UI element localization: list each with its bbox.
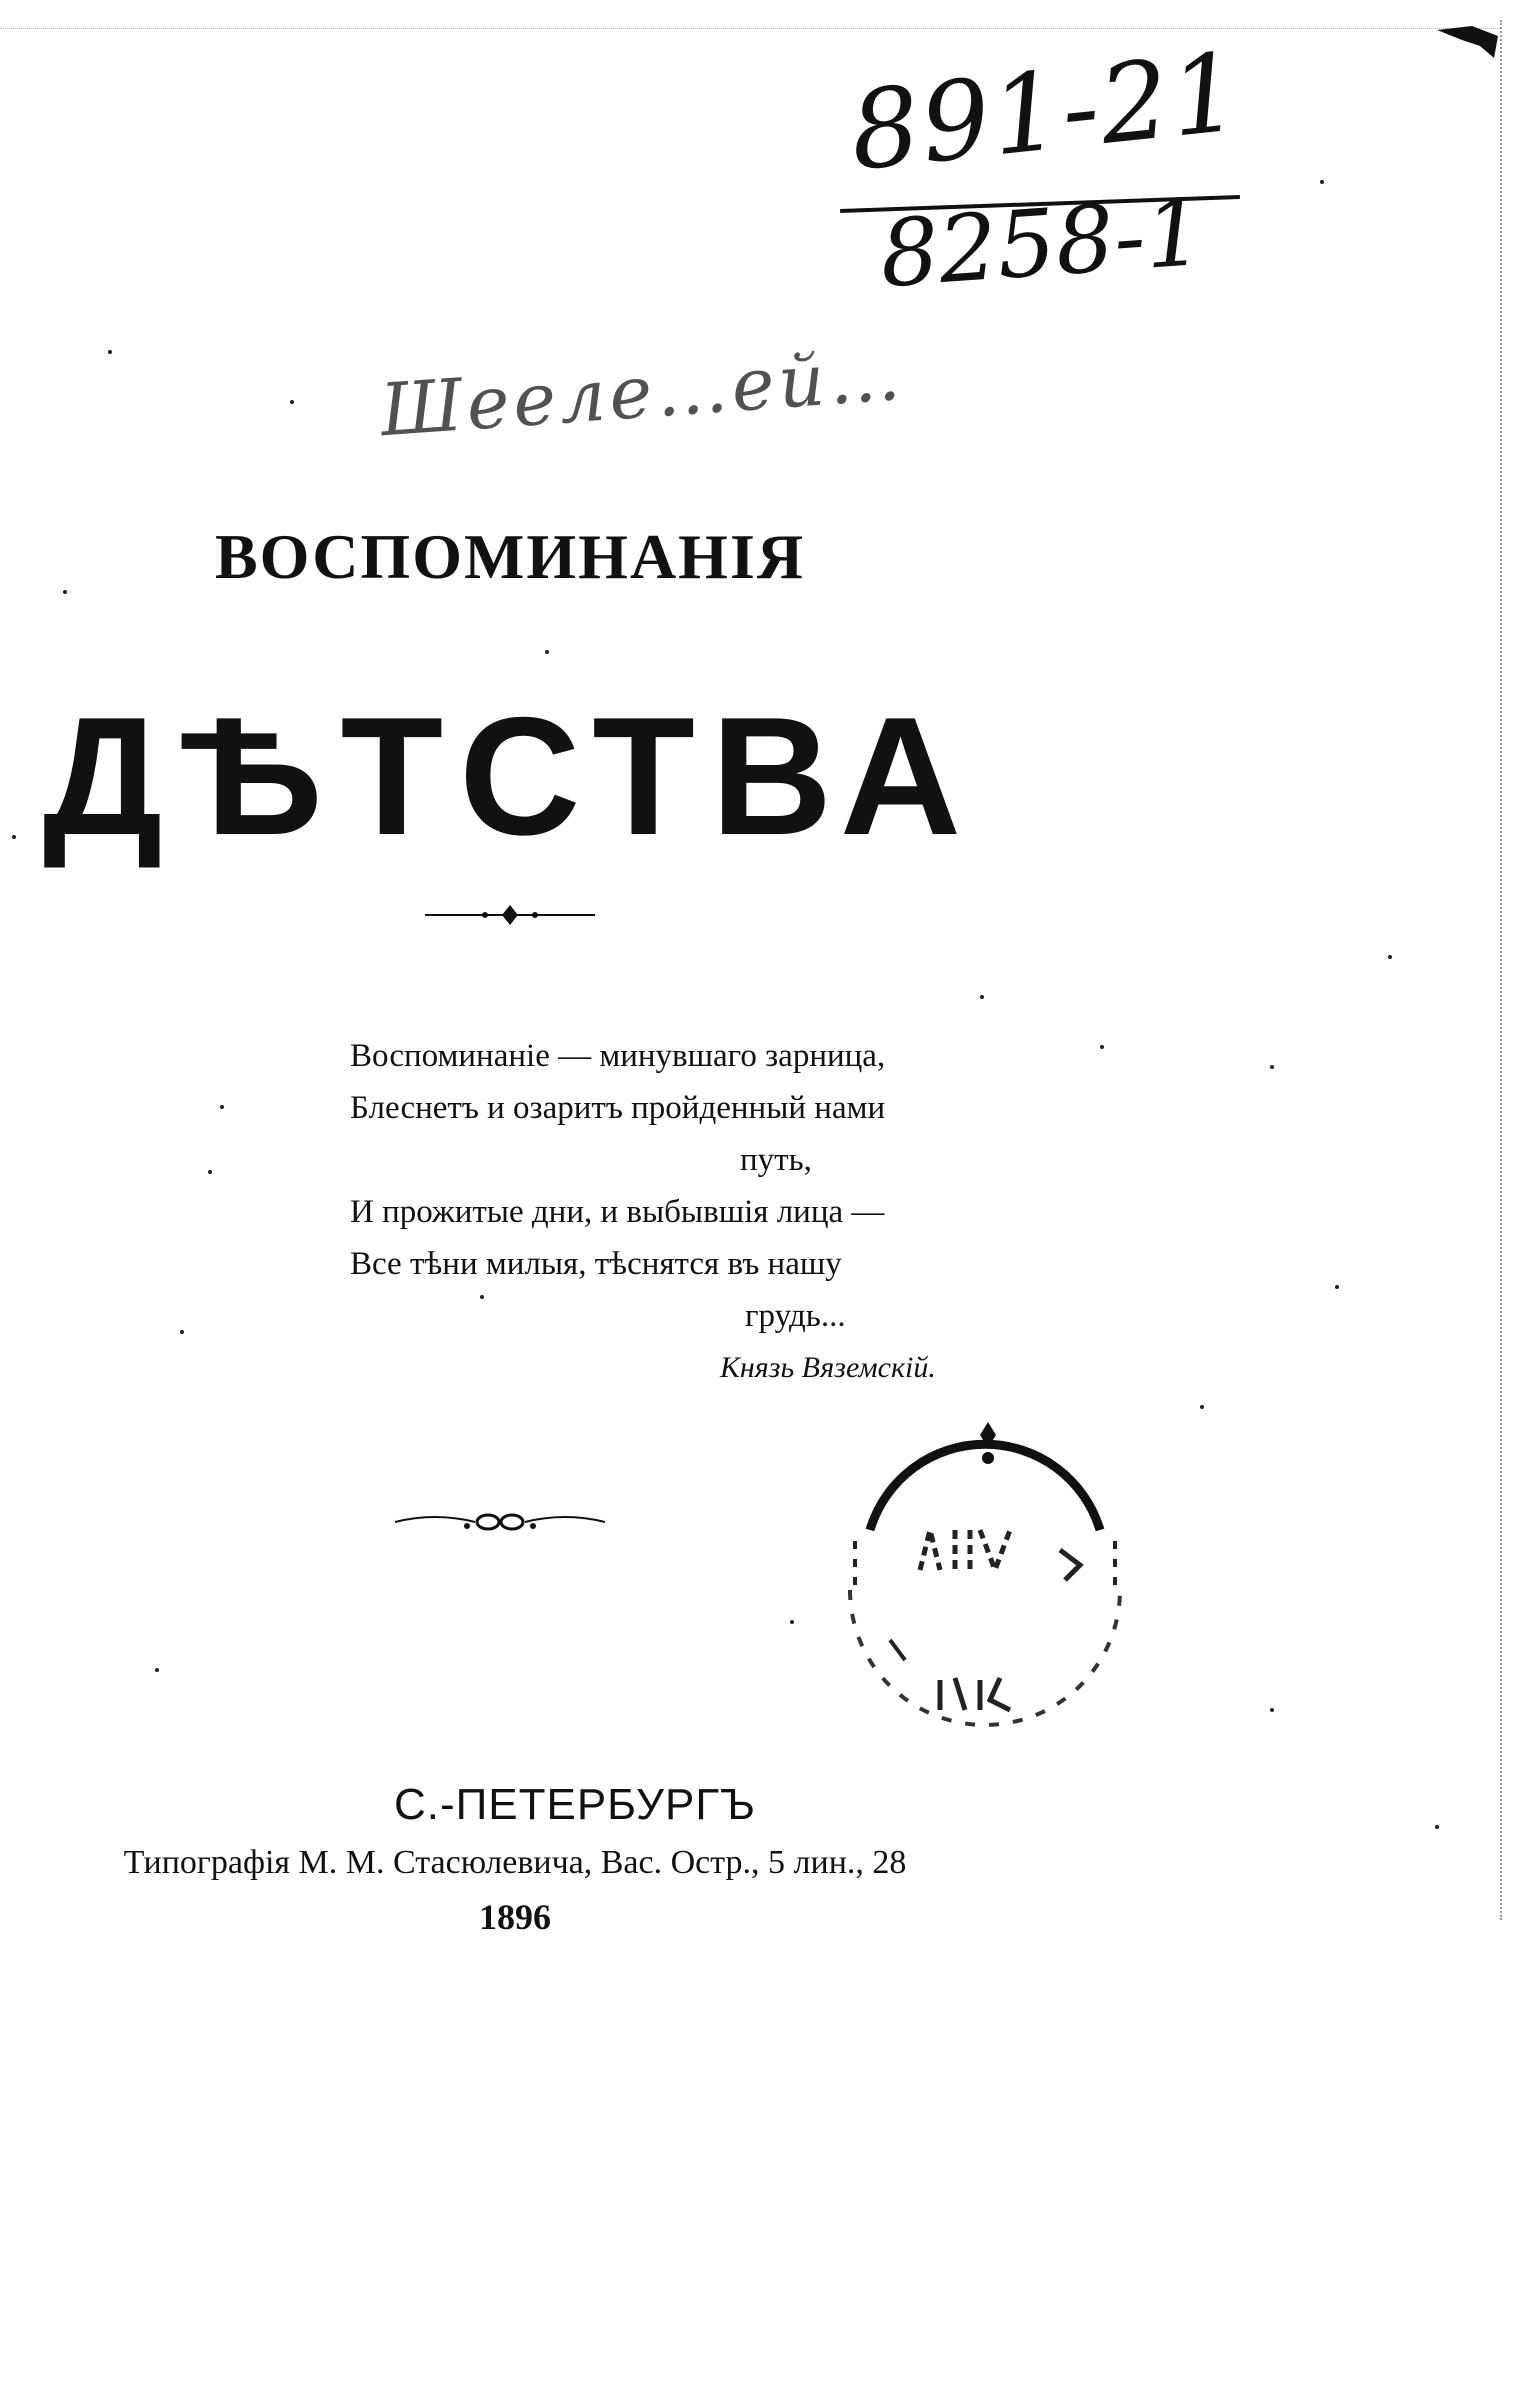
speck: [1270, 1708, 1274, 1712]
epigraph-line: И прожитые дни, и выбывшія лица —: [350, 1194, 885, 1230]
speck: [1320, 180, 1324, 184]
speck: [1270, 1065, 1274, 1069]
imprint-city: С.-ПЕТЕРБУРГЪ: [393, 1780, 756, 1829]
imprint: [20, 1775, 1010, 1943]
speck: [12, 835, 16, 839]
speck: [108, 350, 112, 354]
handwritten-shelf-mark: [830, 29, 1290, 309]
speck: [63, 590, 67, 594]
epigraph-line: грудь...: [745, 1298, 846, 1334]
flourish-ornament-icon: [395, 1500, 605, 1540]
speck: [1335, 1285, 1339, 1289]
library-stamp-icon: [830, 1410, 1140, 1740]
epigraph: [350, 1030, 1010, 1394]
imprint-year: 1896: [479, 1897, 551, 1937]
speck: [1100, 1045, 1104, 1049]
scan-right-edge: [1500, 20, 1502, 1920]
epigraph-line: Все тѣни милыя, тѣснятся въ нашу: [350, 1246, 842, 1282]
speck: [1200, 1405, 1204, 1409]
shelf-mark-top: 891-21: [844, 29, 1248, 196]
handwritten-author-note: Шееле…ей…: [377, 331, 908, 453]
title-line-2: ДѢТСТВА: [42, 682, 978, 870]
speck: [220, 1105, 224, 1109]
epigraph-line: Воспоминаніе — минувшаго зарница,: [350, 1038, 886, 1074]
speck: [790, 1620, 794, 1624]
epigraph-line: путь,: [740, 1142, 812, 1178]
ornament-divider-icon: [425, 900, 595, 930]
speck: [1388, 955, 1392, 959]
speck: [980, 995, 984, 999]
speck: [155, 1668, 159, 1672]
speck: [208, 1170, 212, 1174]
speck: [290, 400, 294, 404]
scan-top-edge: [0, 28, 1500, 29]
epigraph-line: Блеснетъ и озаритъ пройденный нами: [350, 1090, 886, 1126]
speck: [480, 1295, 484, 1299]
speck: [545, 650, 549, 654]
speck: [1435, 1825, 1439, 1829]
imprint-press: Типографія М. М. Стасюлевича, Вас. Остр., 5 лин., 28: [123, 1844, 907, 1881]
shelf-mark-bottom: 8258-1: [876, 178, 1208, 309]
title-line-1: ВОСПОМИНАНІЯ: [214, 521, 806, 592]
speck: [180, 1330, 184, 1334]
corner-smudge: [1432, 22, 1502, 62]
epigraph-attribution: Князь Вяземскій.: [720, 1351, 936, 1384]
